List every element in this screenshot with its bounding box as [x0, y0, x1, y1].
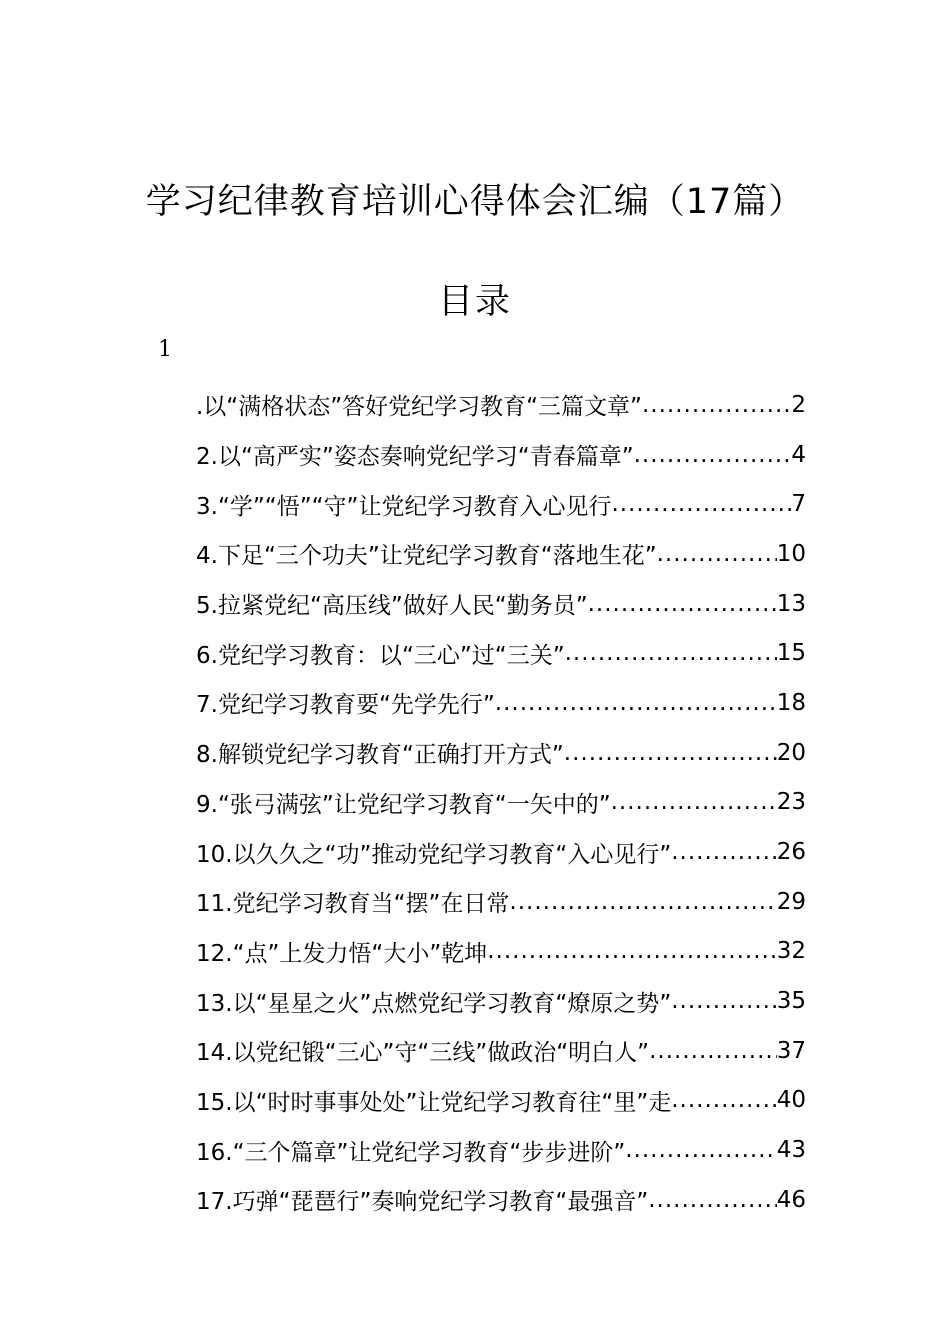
toc-leader-dots	[564, 740, 777, 766]
toc-leader-dots	[671, 988, 776, 1014]
toc-entry[interactable]	[196, 976, 806, 1026]
toc-leader-dots	[588, 591, 777, 617]
toc-entry-title: 2.以“高严实”姿态奏响党纪学习“青春篇章”	[196, 444, 634, 471]
toc-entry[interactable]	[196, 529, 806, 579]
toc-entry-page: 37	[776, 1037, 806, 1064]
toc-entry-page: 13	[776, 590, 806, 617]
toc-entry-title: 6.党纪学习教育：以“三心”过“三关”	[196, 642, 565, 669]
toc-leader-dots	[649, 1038, 777, 1064]
toc-entry[interactable]	[196, 1125, 806, 1175]
toc-entry-title: 9.“张弓满弦”让党纪学习教育“一矢中的”	[196, 791, 611, 818]
document-title: 学习纪律教育培训心得体会汇编（17篇）	[145, 182, 805, 222]
table-of-contents	[196, 380, 806, 1225]
toc-entry-page: 43	[776, 1137, 806, 1164]
toc-entry[interactable]	[196, 430, 806, 480]
toc-leader-dots	[495, 690, 777, 716]
toc-entry[interactable]	[196, 628, 806, 678]
toc-entry-page: 15	[776, 640, 806, 667]
toc-entry-title: 12.“点”上发力悟“大小”乾坤	[196, 940, 488, 967]
toc-entry-title: 10.以久久之“功”推动党纪学习教育“入心见行”	[196, 841, 672, 868]
toc-entry-page: 18	[776, 689, 806, 716]
toc-entry[interactable]	[196, 877, 806, 927]
page-marker: 1	[158, 337, 172, 362]
toc-entry[interactable]	[196, 678, 806, 728]
toc-entry-page: 4	[791, 441, 806, 468]
toc-leader-dots	[611, 789, 777, 815]
toc-entry-title: 8.解锁党纪学习教育“正确打开方式”	[196, 742, 564, 769]
toc-leader-dots	[671, 1087, 776, 1113]
toc-entry-page: 35	[776, 988, 806, 1015]
toc-leader-dots	[487, 938, 776, 964]
toc-leader-dots	[648, 1187, 776, 1213]
toc-entry[interactable]	[196, 827, 806, 877]
toc-entry[interactable]	[196, 479, 806, 529]
toc-entry-page: 26	[776, 839, 806, 866]
toc-entry-title: 14.以党纪锻“三心”守“三线”做政治“明白人”	[196, 1040, 650, 1067]
toc-entry[interactable]	[196, 778, 806, 828]
toc-leader-dots	[657, 541, 777, 567]
toc-entry-title: 13.以“星星之火”点燃党纪学习教育“燎原之势”	[196, 990, 672, 1017]
toc-entry[interactable]	[196, 1076, 806, 1126]
toc-entry-title: 7.党纪学习教育要“先学先行”	[196, 692, 495, 719]
toc-entry[interactable]	[196, 1026, 806, 1076]
toc-entry-page: 32	[776, 938, 806, 965]
toc-leader-dots	[611, 491, 791, 517]
toc-leader-dots	[509, 889, 776, 915]
toc-entry-title: .以“满格状态”答好党纪学习教育“三篇文章”	[196, 394, 642, 421]
toc-entry-page: 23	[776, 789, 806, 816]
toc-heading: 目录	[437, 282, 512, 322]
toc-entry-title: 4.下足“三个功夫”让党纪学习教育“落地生花”	[196, 543, 657, 570]
toc-leader-dots	[642, 392, 791, 418]
toc-entry-page: 20	[776, 739, 806, 766]
toc-entry-page: 46	[776, 1186, 806, 1213]
toc-entry-title: 5.拉紧党纪“高压线”做好人民“勤务员”	[196, 593, 588, 620]
toc-entry-title: 17.巧弹“琵琶行”奏响党纪学习教育“最强音”	[196, 1189, 649, 1216]
toc-entry[interactable]	[196, 380, 806, 430]
toc-entry-title: 15.以“时时事事处处”让党纪学习教育往“里”走	[196, 1089, 672, 1116]
toc-leader-dots	[565, 640, 777, 666]
toc-leader-dots	[634, 442, 792, 468]
toc-leader-dots	[671, 839, 776, 865]
toc-entry-page: 7	[791, 491, 806, 518]
toc-entry-page: 10	[776, 540, 806, 567]
toc-entry-page: 29	[776, 888, 806, 915]
toc-entry[interactable]	[196, 728, 806, 778]
toc-entry-title: 16.“三个篇章”让党纪学习教育“步步进阶”	[196, 1139, 626, 1166]
toc-entry-page: 2	[791, 391, 806, 418]
toc-entry-page: 40	[776, 1087, 806, 1114]
toc-entry-title: 11.党纪学习教育当“摆”在日常	[196, 891, 510, 918]
toc-entry[interactable]	[196, 1175, 806, 1225]
toc-entry[interactable]	[196, 927, 806, 977]
toc-entry-title: 3.“学”“悟”“守”让党纪学习教育入心见行	[196, 493, 612, 520]
toc-entry[interactable]	[196, 579, 806, 629]
toc-leader-dots	[625, 1137, 776, 1163]
